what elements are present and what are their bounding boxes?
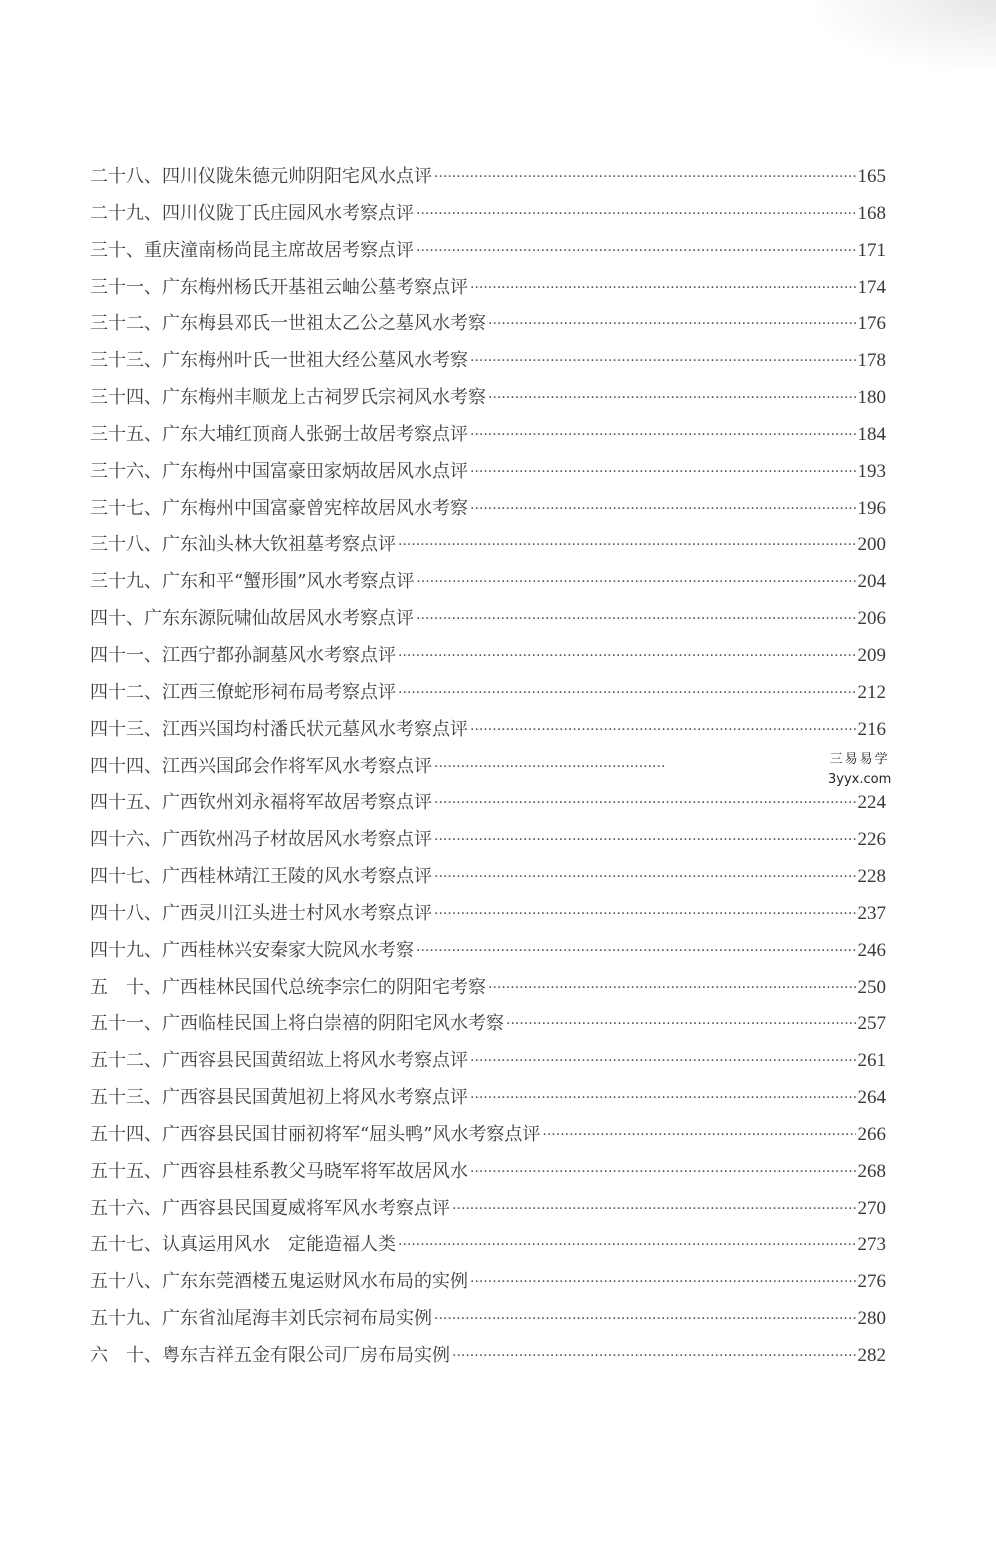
toc-leader-dots <box>470 1154 856 1191</box>
toc-entry <box>90 564 886 601</box>
toc-leader-dots <box>434 785 856 822</box>
toc-entry-page: 204 <box>857 571 886 593</box>
toc-entry-page: 178 <box>857 350 886 372</box>
toc-leader-dots <box>416 564 855 601</box>
watermark-chinese: 三易易学 <box>829 752 890 767</box>
toc-entry-page: 246 <box>857 939 886 961</box>
toc-entry-page: 282 <box>857 1345 886 1366</box>
toc-leader-dots <box>488 306 856 343</box>
toc-entry <box>90 1264 886 1301</box>
toc-entry-title: 四十九、广西桂林兴安秦家大院风水考察 <box>90 939 414 961</box>
toc-leader-dots <box>434 1301 856 1338</box>
toc-entry <box>90 306 886 343</box>
toc-leader-dots <box>470 1080 856 1117</box>
toc-entry <box>90 970 886 1007</box>
toc-entry-page: 212 <box>857 681 886 703</box>
toc-leader-dots <box>416 601 856 638</box>
toc-entry-page: 261 <box>857 1050 886 1072</box>
toc-entry-title: 三十八、广东汕头林大钦祖墓考察点评 <box>90 534 396 556</box>
toc-leader-dots <box>470 343 856 380</box>
toc-leader-dots <box>470 417 856 454</box>
toc-entry-page: 206 <box>857 608 886 630</box>
toc-entry <box>90 417 886 454</box>
toc-entry-page: 257 <box>857 1013 886 1035</box>
toc-entry-title: 五十七、认真运用风水 定能造福人类 <box>90 1234 396 1256</box>
toc-leader-dots <box>434 859 856 896</box>
toc-entry-page: 237 <box>857 902 886 924</box>
toc-entry-page: 224 <box>857 792 886 814</box>
toc-leader-dots <box>434 159 856 196</box>
toc-entry-title: 三十六、广东梅州中国富豪田家炳故居风水点评 <box>90 460 468 482</box>
toc-entry <box>90 1301 886 1338</box>
toc-entry <box>90 1154 886 1191</box>
site-watermark <box>828 750 891 790</box>
toc-entry-title: 四十七、广西桂林靖江王陵的风水考察点评 <box>90 866 432 888</box>
toc-entry-title: 三十七、广东梅州中国富豪曾宪梓故居风水考察 <box>90 497 468 519</box>
toc-entry-page: 209 <box>857 644 886 666</box>
toc-entry <box>90 196 886 233</box>
toc-entry-title: 三十、重庆潼南杨尚昆主席故居考察点评 <box>90 239 414 261</box>
toc-entry-title: 五十二、广西容县民国黄绍竑上将风水考察点评 <box>90 1050 468 1072</box>
toc-leader-dots <box>470 270 856 307</box>
toc-leader-dots <box>470 1264 856 1301</box>
toc-entry <box>90 1043 886 1080</box>
toc-entry <box>90 527 886 564</box>
toc-leader-dots <box>434 896 856 933</box>
toc-leader-dots <box>434 822 856 859</box>
toc-entry <box>90 638 886 675</box>
toc-entry-title: 四十四、江西兴国邱会作将军风水考察点评 <box>90 755 432 777</box>
toc-entry <box>90 785 886 822</box>
toc-entry-page: 273 <box>857 1234 886 1256</box>
page-corner-shadow <box>816 0 996 70</box>
toc-entry <box>90 343 886 380</box>
toc-entry-title: 二十九、四川仪陇丁氏庄园风水考察点评 <box>90 202 414 224</box>
toc-entry <box>90 896 886 933</box>
toc-leader-dots <box>416 233 856 270</box>
toc-entry-page: 250 <box>857 976 886 998</box>
toc-leader-dots <box>416 196 856 233</box>
toc-entry-title: 四十、广东东源阮啸仙故居风水考察点评 <box>90 608 414 630</box>
toc-entry-title: 五十四、广西容县民国甘丽初将军“屈头鸭”风水考察点评 <box>90 1123 541 1145</box>
toc-entry <box>90 859 886 896</box>
toc-entry <box>90 233 886 270</box>
toc-entry <box>90 1117 886 1154</box>
toc-leader-dots <box>434 749 664 786</box>
toc-entry-page: 193 <box>857 460 886 482</box>
toc-entry-page: 276 <box>857 1271 886 1293</box>
toc-leader-dots <box>452 1191 856 1228</box>
toc-entry-page: 174 <box>857 276 886 298</box>
toc-entry <box>90 601 886 638</box>
toc-entry-title: 五十六、广西容县民国夏威将军风水考察点评 <box>90 1197 450 1219</box>
toc-entry-title: 四十三、江西兴国均村潘氏状元墓风水考察点评 <box>90 718 468 740</box>
watermark-url: 3yyx.com <box>828 772 892 787</box>
toc-entry-page: 184 <box>857 423 886 445</box>
toc-entry-page: 165 <box>857 166 886 187</box>
toc-entry-page: 196 <box>857 497 886 519</box>
toc-leader-dots <box>488 970 856 1007</box>
toc-entry-page: 280 <box>857 1308 886 1330</box>
toc-entry-title: 三十二、广东梅县邓氏一世祖太乙公之墓风水考察 <box>90 313 486 335</box>
toc-entry-title: 五十八、广东东莞酒楼五鬼运财风水布局的实例 <box>90 1271 468 1293</box>
toc-entry-page: 226 <box>857 829 886 851</box>
toc-leader-dots <box>398 1227 856 1264</box>
toc-entry <box>90 675 886 712</box>
toc-entry-page: 180 <box>857 387 886 409</box>
toc-entry-title: 六 十、粤东吉祥五金有限公司厂房布局实例 <box>90 1345 450 1366</box>
toc-entry-title: 三十一、广东梅州杨氏开基祖云岫公墓考察点评 <box>90 276 468 298</box>
toc-entry-title: 三十九、广东和平“蟹形围”风水考察点评 <box>90 571 415 593</box>
toc-entry <box>90 380 886 417</box>
toc-leader-dots <box>470 712 856 749</box>
toc-entry-title: 五十九、广东省汕尾海丰刘氏宗祠布局实例 <box>90 1308 432 1330</box>
toc-leader-dots <box>470 454 856 491</box>
toc-entry-title: 五十五、广西容县桂系教父马晓军将军故居风水 <box>90 1160 468 1182</box>
toc-entry-page: 266 <box>857 1123 886 1145</box>
toc-entry <box>90 491 886 528</box>
toc-entry-title: 四十二、江西三僚蛇形祠布局考察点评 <box>90 681 396 703</box>
toc-entry-page: 216 <box>857 718 886 740</box>
toc-entry-title: 三十三、广东梅州叶氏一世祖大经公墓风水考察 <box>90 350 468 372</box>
toc-entry-title: 五十一、广西临桂民国上将白崇禧的阴阳宅风水考察 <box>90 1013 504 1035</box>
toc-entry <box>90 1227 886 1264</box>
toc-entry <box>90 270 886 307</box>
toc-leader-dots <box>542 1117 855 1154</box>
table-of-contents <box>90 159 886 1375</box>
toc-entry <box>90 1338 886 1375</box>
toc-entry-title: 三十四、广东梅州丰顺龙上古祠罗氏宗祠风水考察 <box>90 387 486 409</box>
toc-leader-dots <box>506 1006 856 1043</box>
toc-entry-page: 168 <box>857 202 886 224</box>
toc-leader-dots <box>416 933 856 970</box>
toc-entry-title: 四十八、广西灵川江头进士村风水考察点评 <box>90 902 432 924</box>
toc-entry <box>90 1006 886 1043</box>
toc-entry <box>90 159 886 196</box>
toc-entry <box>90 454 886 491</box>
toc-entry <box>90 712 886 749</box>
toc-leader-dots <box>488 380 856 417</box>
toc-entry-page: 228 <box>857 866 886 888</box>
toc-entry <box>90 749 886 786</box>
toc-entry <box>90 1080 886 1117</box>
toc-entry-title: 三十五、广东大埔红顶商人张弼士故居考察点评 <box>90 423 468 445</box>
toc-entry-title: 四十五、广西钦州刘永福将军故居考察点评 <box>90 792 432 814</box>
toc-entry-page: 268 <box>857 1160 886 1182</box>
toc-leader-dots <box>452 1338 856 1375</box>
toc-entry-title: 四十六、广西钦州冯子材故居风水考察点评 <box>90 829 432 851</box>
toc-entry-title: 五 十、广西桂林民国代总统李宗仁的阴阳宅考察 <box>90 976 486 998</box>
toc-entry <box>90 933 886 970</box>
toc-leader-dots <box>398 675 856 712</box>
toc-entry-title: 五十三、广西容县民国黄旭初上将风水考察点评 <box>90 1087 468 1109</box>
toc-entry-page: 200 <box>857 534 886 556</box>
toc-leader-dots <box>470 1043 856 1080</box>
toc-entry <box>90 822 886 859</box>
toc-entry-page: 176 <box>857 313 886 335</box>
toc-leader-dots <box>398 638 856 675</box>
toc-entry-title: 四十一、江西宁都孙詷墓风水考察点评 <box>90 644 396 666</box>
toc-leader-dots <box>470 491 856 528</box>
toc-entry <box>90 1191 886 1228</box>
toc-entry-page: 270 <box>857 1197 886 1219</box>
toc-leader-dots <box>398 527 856 564</box>
toc-entry-page: 264 <box>857 1087 886 1109</box>
toc-entry-title: 二十八、四川仪陇朱德元帅阴阳宅风水点评 <box>90 166 432 187</box>
toc-entry-page: 171 <box>857 239 886 261</box>
